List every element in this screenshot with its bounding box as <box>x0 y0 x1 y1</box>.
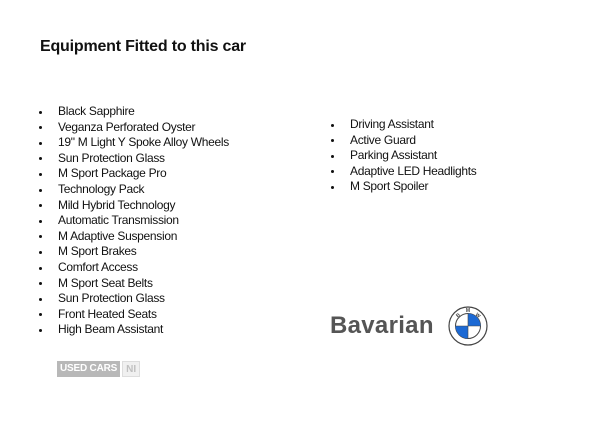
bullet-icon <box>39 298 42 301</box>
bullet-icon <box>331 186 334 189</box>
bullet-icon <box>39 235 42 238</box>
bullet-icon <box>39 220 42 223</box>
equipment-item-label: Comfort Access <box>58 259 138 274</box>
equipment-item-label: Veganza Perforated Oyster <box>58 119 196 134</box>
equipment-item <box>36 291 229 307</box>
bullet-icon <box>331 170 334 173</box>
equipment-item-label: Sun Protection Glass <box>58 150 165 165</box>
logo-letter-w: W <box>473 311 482 320</box>
equipment-item-label: Adaptive LED Headlights <box>350 163 477 178</box>
bullet-icon <box>39 173 42 176</box>
bullet-icon <box>331 139 334 142</box>
equipment-item <box>36 213 229 229</box>
equipment-item <box>36 182 229 198</box>
bullet-icon <box>39 267 42 270</box>
equipment-item <box>36 229 229 245</box>
bullet-icon <box>39 111 42 114</box>
equipment-item-label: M Adaptive Suspension <box>58 228 178 243</box>
equipment-item-label: Active Guard <box>350 132 416 147</box>
bullet-icon <box>39 204 42 207</box>
equipment-item <box>328 179 477 195</box>
equipment-item <box>36 307 229 323</box>
equipment-item <box>36 322 229 338</box>
bullet-icon <box>331 155 334 158</box>
equipment-item <box>328 133 477 149</box>
equipment-item <box>36 260 229 276</box>
bullet-icon <box>39 157 42 160</box>
bullet-icon <box>39 251 42 254</box>
equipment-item-label: Automatic Transmission <box>58 213 179 228</box>
equipment-item-label: Front Heated Seats <box>58 306 157 321</box>
logo-letter-m: M <box>465 307 470 314</box>
bullet-icon <box>39 189 42 192</box>
equipment-item-label: Mild Hybrid Technology <box>58 197 176 212</box>
equipment-item-label: Parking Assistant <box>350 148 437 163</box>
equipment-item-label: Sun Protection Glass <box>58 291 165 306</box>
equipment-item <box>328 164 477 180</box>
bullet-icon <box>39 142 42 145</box>
bullet-icon <box>39 313 42 316</box>
equipment-item-label: M Sport Spoiler <box>350 179 429 194</box>
equipment-item <box>36 104 229 120</box>
equipment-item <box>36 244 229 260</box>
used-cars-label: USED CARS <box>57 361 120 377</box>
bullet-icon <box>39 282 42 285</box>
bmw-roundel-icon <box>448 306 488 346</box>
equipment-item-label: High Beam Assistant <box>58 322 164 337</box>
equipment-item-label: Technology Pack <box>58 181 145 196</box>
equipment-item <box>328 117 477 133</box>
equipment-item <box>328 148 477 164</box>
equipment-item <box>36 198 229 214</box>
equipment-item-label: M Sport Package Pro <box>58 166 167 181</box>
equipment-item <box>36 166 229 182</box>
equipment-item-label: Driving Assistant <box>350 117 434 131</box>
equipment-item <box>36 135 229 151</box>
equipment-item <box>36 276 229 292</box>
region-label: NI <box>122 361 140 377</box>
equipment-list-right <box>328 117 477 195</box>
bullet-icon <box>331 124 334 127</box>
equipment-item <box>36 120 229 136</box>
logo-letter-b: B <box>454 312 462 320</box>
equipment-list-left <box>36 104 229 338</box>
equipment-item-label: 19" M Light Y Spoke Alloy Wheels <box>58 135 229 150</box>
equipment-item-label: Black Sapphire <box>58 104 135 118</box>
bullet-icon <box>39 126 42 129</box>
used-cars-badge <box>57 361 140 377</box>
equipment-item <box>36 151 229 167</box>
page-title: Equipment Fitted to this car <box>40 38 246 55</box>
equipment-item-label: M Sport Brakes <box>58 244 137 259</box>
bullet-icon <box>39 329 42 332</box>
dealer-brand <box>330 306 488 346</box>
dealer-name: Bavarian <box>330 312 434 339</box>
equipment-item-label: M Sport Seat Belts <box>58 275 153 290</box>
